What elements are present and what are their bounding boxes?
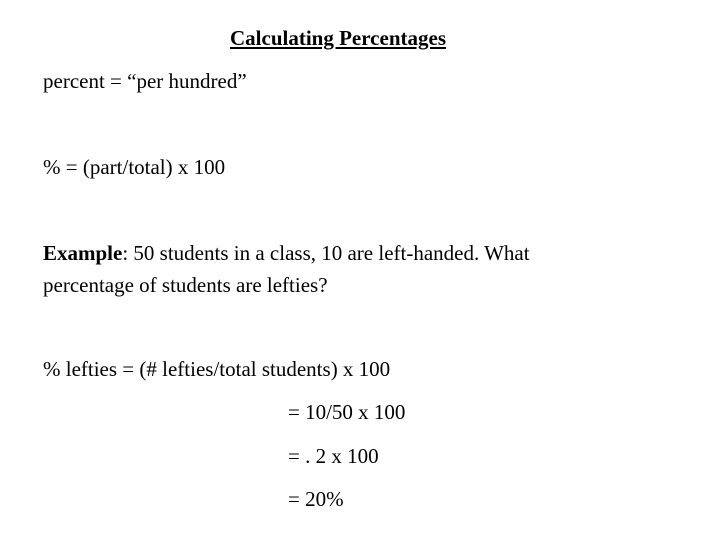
- calculation-result: = 20%: [288, 487, 344, 511]
- example-label: Example: [43, 241, 123, 265]
- percent-definition: percent = “per hundred”: [43, 69, 247, 93]
- example-line-1-text: : 50 students in a class, 10 are left-handed. What: [122, 241, 530, 265]
- calculation-step-1: = 10/50 x 100: [288, 400, 406, 424]
- slide-title: Calculating Percentages: [230, 26, 446, 50]
- example-line-2: percentage of students are lefties?: [43, 273, 328, 297]
- percent-formula: % = (part/total) x 100: [43, 155, 226, 179]
- example-line-1: [43, 243, 530, 264]
- lefties-formula: % lefties = (# lefties/total students) x 100: [43, 357, 391, 381]
- calculation-step-2: = . 2 x 100: [288, 444, 379, 468]
